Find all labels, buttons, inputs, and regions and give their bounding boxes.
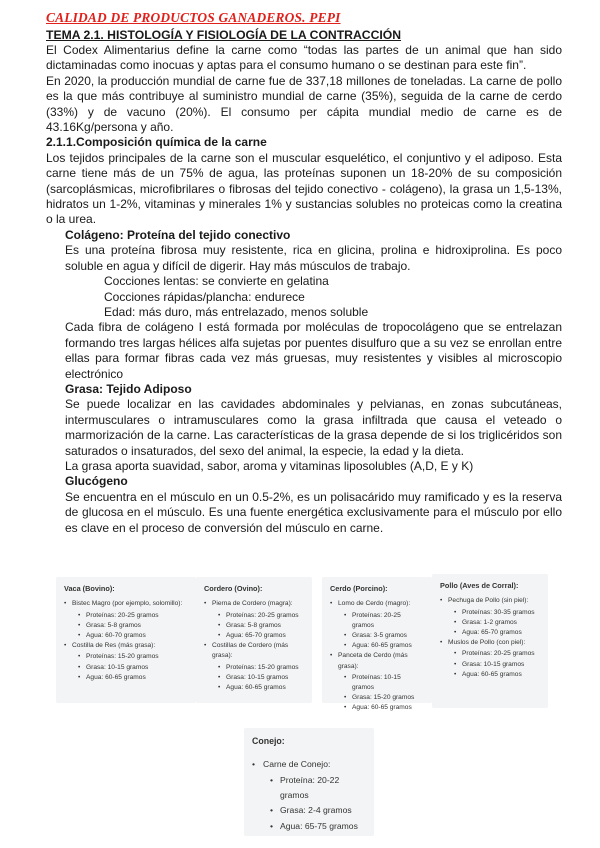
cut-item: • Muslos de Pollo (con piel): bbox=[440, 638, 540, 648]
value-item: • Agua: 60-65 gramos bbox=[440, 670, 540, 680]
cut-item: • Costilla de Res (más grasa): bbox=[64, 641, 188, 651]
value-item: • Agua: 60-65 gramos bbox=[330, 641, 424, 651]
value-item: • Agua: 65-70 gramos bbox=[204, 631, 304, 641]
collagen-point: Cocciones rápidas/plancha: endurece bbox=[104, 289, 305, 304]
cut-item: • Pierna de Cordero (magra): bbox=[204, 599, 304, 609]
cut-item: • Pechuga de Pollo (sin piel): bbox=[440, 596, 540, 606]
fat-paragraph: Se puede localizar en las cavidades abdominales y pelvianas, en zonas subcutáneas, intermusculares o intramusculares como la grasa infiltrada que causa el veteado o marmorización de la carne. Las características de la grasa depende de si los triglicéridos son saturados o insaturados, del sexo del animal, la especie, la edad y la dieta. bbox=[65, 397, 562, 458]
value-item: • Grasa: 10-15 gramos bbox=[64, 663, 188, 673]
card-title: Cerdo (Porcino): bbox=[330, 584, 388, 593]
collagen-point: Cocciones lentas: se convierte en gelatina bbox=[104, 274, 329, 289]
value-item: • Grasa: 5-8 gramos bbox=[204, 621, 304, 631]
value-item: • Grasa: 3-5 gramos bbox=[330, 631, 424, 641]
value-item: • Grasa: 15-20 gramos bbox=[330, 693, 424, 703]
cut-item: • Costillas de Cordero (más grasa): bbox=[204, 641, 304, 661]
card-title: Conejo: bbox=[252, 736, 285, 746]
value-item: • Proteínas: 20-25 gramos bbox=[204, 611, 304, 621]
card-pollo bbox=[432, 574, 548, 708]
value-item: • Proteínas: 15-20 gramos bbox=[204, 663, 304, 673]
value-item: • Grasa: 2-4 gramos bbox=[252, 803, 366, 818]
collagen-point: Edad: más duro, más entrelazado, menos soluble bbox=[104, 304, 369, 319]
value-item: • Proteína: 20-22 gramos bbox=[252, 773, 366, 803]
paragraph-production: En 2020, la producción mundial de carne fue de 337,18 millones de toneladas. La carne de pollo es la que más contribuye al suministro mundial de carne (35%), seguida de la carne de cerdo (33%) y de vacuno (20%). El consumo per cápita mundial medio de carne es de 43.16Kg/persona y año. bbox=[46, 73, 562, 135]
value-item: • Agua: 60-70 gramos bbox=[64, 631, 188, 641]
glycogen-paragraph: Se encuentra en el músculo en un 0.5-2%, es un polisacárido muy ramificado y es la reserva de glucosa en el músculo. Es una fuente energética exclusivamente para el músculo por ello es clave en el proceso de conversión del músculo en carne. bbox=[65, 489, 562, 535]
cut-item: • Panceta de Cerdo (más grasa): bbox=[330, 651, 424, 671]
value-item: • Grasa: 5-8 gramos bbox=[64, 621, 188, 631]
card-cerdo bbox=[322, 577, 432, 712]
value-item: • Proteínas: 20-25 gramos bbox=[64, 611, 188, 621]
value-item: • Proteínas: 10-15 gramos bbox=[330, 673, 424, 693]
cut-item: • Bistec Magro (por ejemplo, solomillo): bbox=[64, 599, 188, 609]
glycogen-heading: Glucógeno bbox=[65, 474, 128, 489]
section-heading-composition: 2.1.1.Composición química de la carne bbox=[46, 135, 267, 150]
card-conejo bbox=[244, 728, 374, 836]
value-item: • Agua: 65-70 gramos bbox=[440, 628, 540, 638]
card-list bbox=[330, 599, 424, 713]
document-page bbox=[46, 10, 562, 536]
card-vaca bbox=[56, 577, 196, 703]
card-cordero bbox=[196, 577, 312, 703]
theme-title: TEMA 2.1. HISTOLOGÍA Y FISIOLOGÍA DE LA CONTRACCIÓN bbox=[46, 28, 402, 42]
card-list bbox=[440, 596, 540, 680]
value-item: • Grasa: 10-15 gramos bbox=[204, 673, 304, 683]
value-item: • Proteínas: 20-25 gramos bbox=[440, 649, 540, 659]
cut-item: • Lomo de Cerdo (magro): bbox=[330, 599, 424, 609]
value-item: • Proteínas: 20-25 gramos bbox=[330, 611, 424, 631]
value-item: • Agua: 60-65 gramos bbox=[330, 703, 424, 713]
value-item: • Grasa: 10-15 gramos bbox=[440, 660, 540, 670]
value-item: • Agua: 60-65 gramos bbox=[64, 673, 188, 683]
value-item: • Agua: 60-65 gramos bbox=[204, 683, 304, 693]
paragraph-tissues: Los tejidos principales de la carne son el muscular esquelético, el conjuntivo y el adiposo. Esta carne tiene más de un 75% de agua, las proteínas suponen un 18-20% de su composición (sarcoplásmicas, microfibrilares o fibrosas del tejido conectivo - colágeno), la grasa un 1,5-13%, hidratos un 1-2%, vitaminas y minerales 1% y sustancias solubles no proteicas como la creatina o la urea. bbox=[46, 150, 562, 227]
card-list bbox=[64, 599, 188, 683]
card-title: Vaca (Bovino): bbox=[64, 584, 115, 593]
card-title: Pollo (Aves de Corral): bbox=[440, 581, 519, 590]
value-item: • Agua: 65-75 gramos bbox=[252, 819, 366, 834]
value-item: • Grasa: 1-2 gramos bbox=[440, 618, 540, 628]
card-list bbox=[204, 599, 304, 693]
collagen-paragraph-2: Cada fibra de colágeno I está formada por moléculas de tropocolágeno que se entrelazan formando tres largas hélices alfa sujetas por puentes disulfuro que a su vez se enrollan entre ellas para formar fibras cada vez más gruesas, muy resistentes y visibles al microscopio electrónico bbox=[65, 320, 562, 381]
value-item: • Proteínas: 30-35 gramos bbox=[440, 608, 540, 618]
document-header-title: CALIDAD DE PRODUCTOS GANADEROS. PEPI bbox=[46, 10, 341, 25]
collagen-heading: Colágeno: Proteína del tejido conectivo bbox=[65, 227, 291, 242]
fat-heading: Grasa: Tejido Adiposo bbox=[65, 381, 192, 396]
paragraph-codex: El Codex Alimentarius define la carne como “todas las partes de un animal que han sido dictaminadas como inocuas y aptas para el consumo humano o se destinan para este fin”. bbox=[46, 43, 562, 73]
card-list bbox=[252, 757, 366, 833]
cut-item: • Carne de Conejo: bbox=[252, 757, 366, 772]
fat-paragraph-2: La grasa aporta suavidad, sabor, aroma y vitaminas liposolubles (A,D, E y K) bbox=[65, 458, 474, 473]
card-title: Cordero (Ovino): bbox=[204, 584, 263, 593]
collagen-paragraph: Es una proteína fibrosa muy resistente, rica en glicina, prolina e hidroxiprolina. Es poco soluble en agua y difícil de digerir. Hay más músculos de trabajo. bbox=[65, 243, 562, 273]
value-item: • Proteínas: 15-20 gramos bbox=[64, 652, 188, 662]
